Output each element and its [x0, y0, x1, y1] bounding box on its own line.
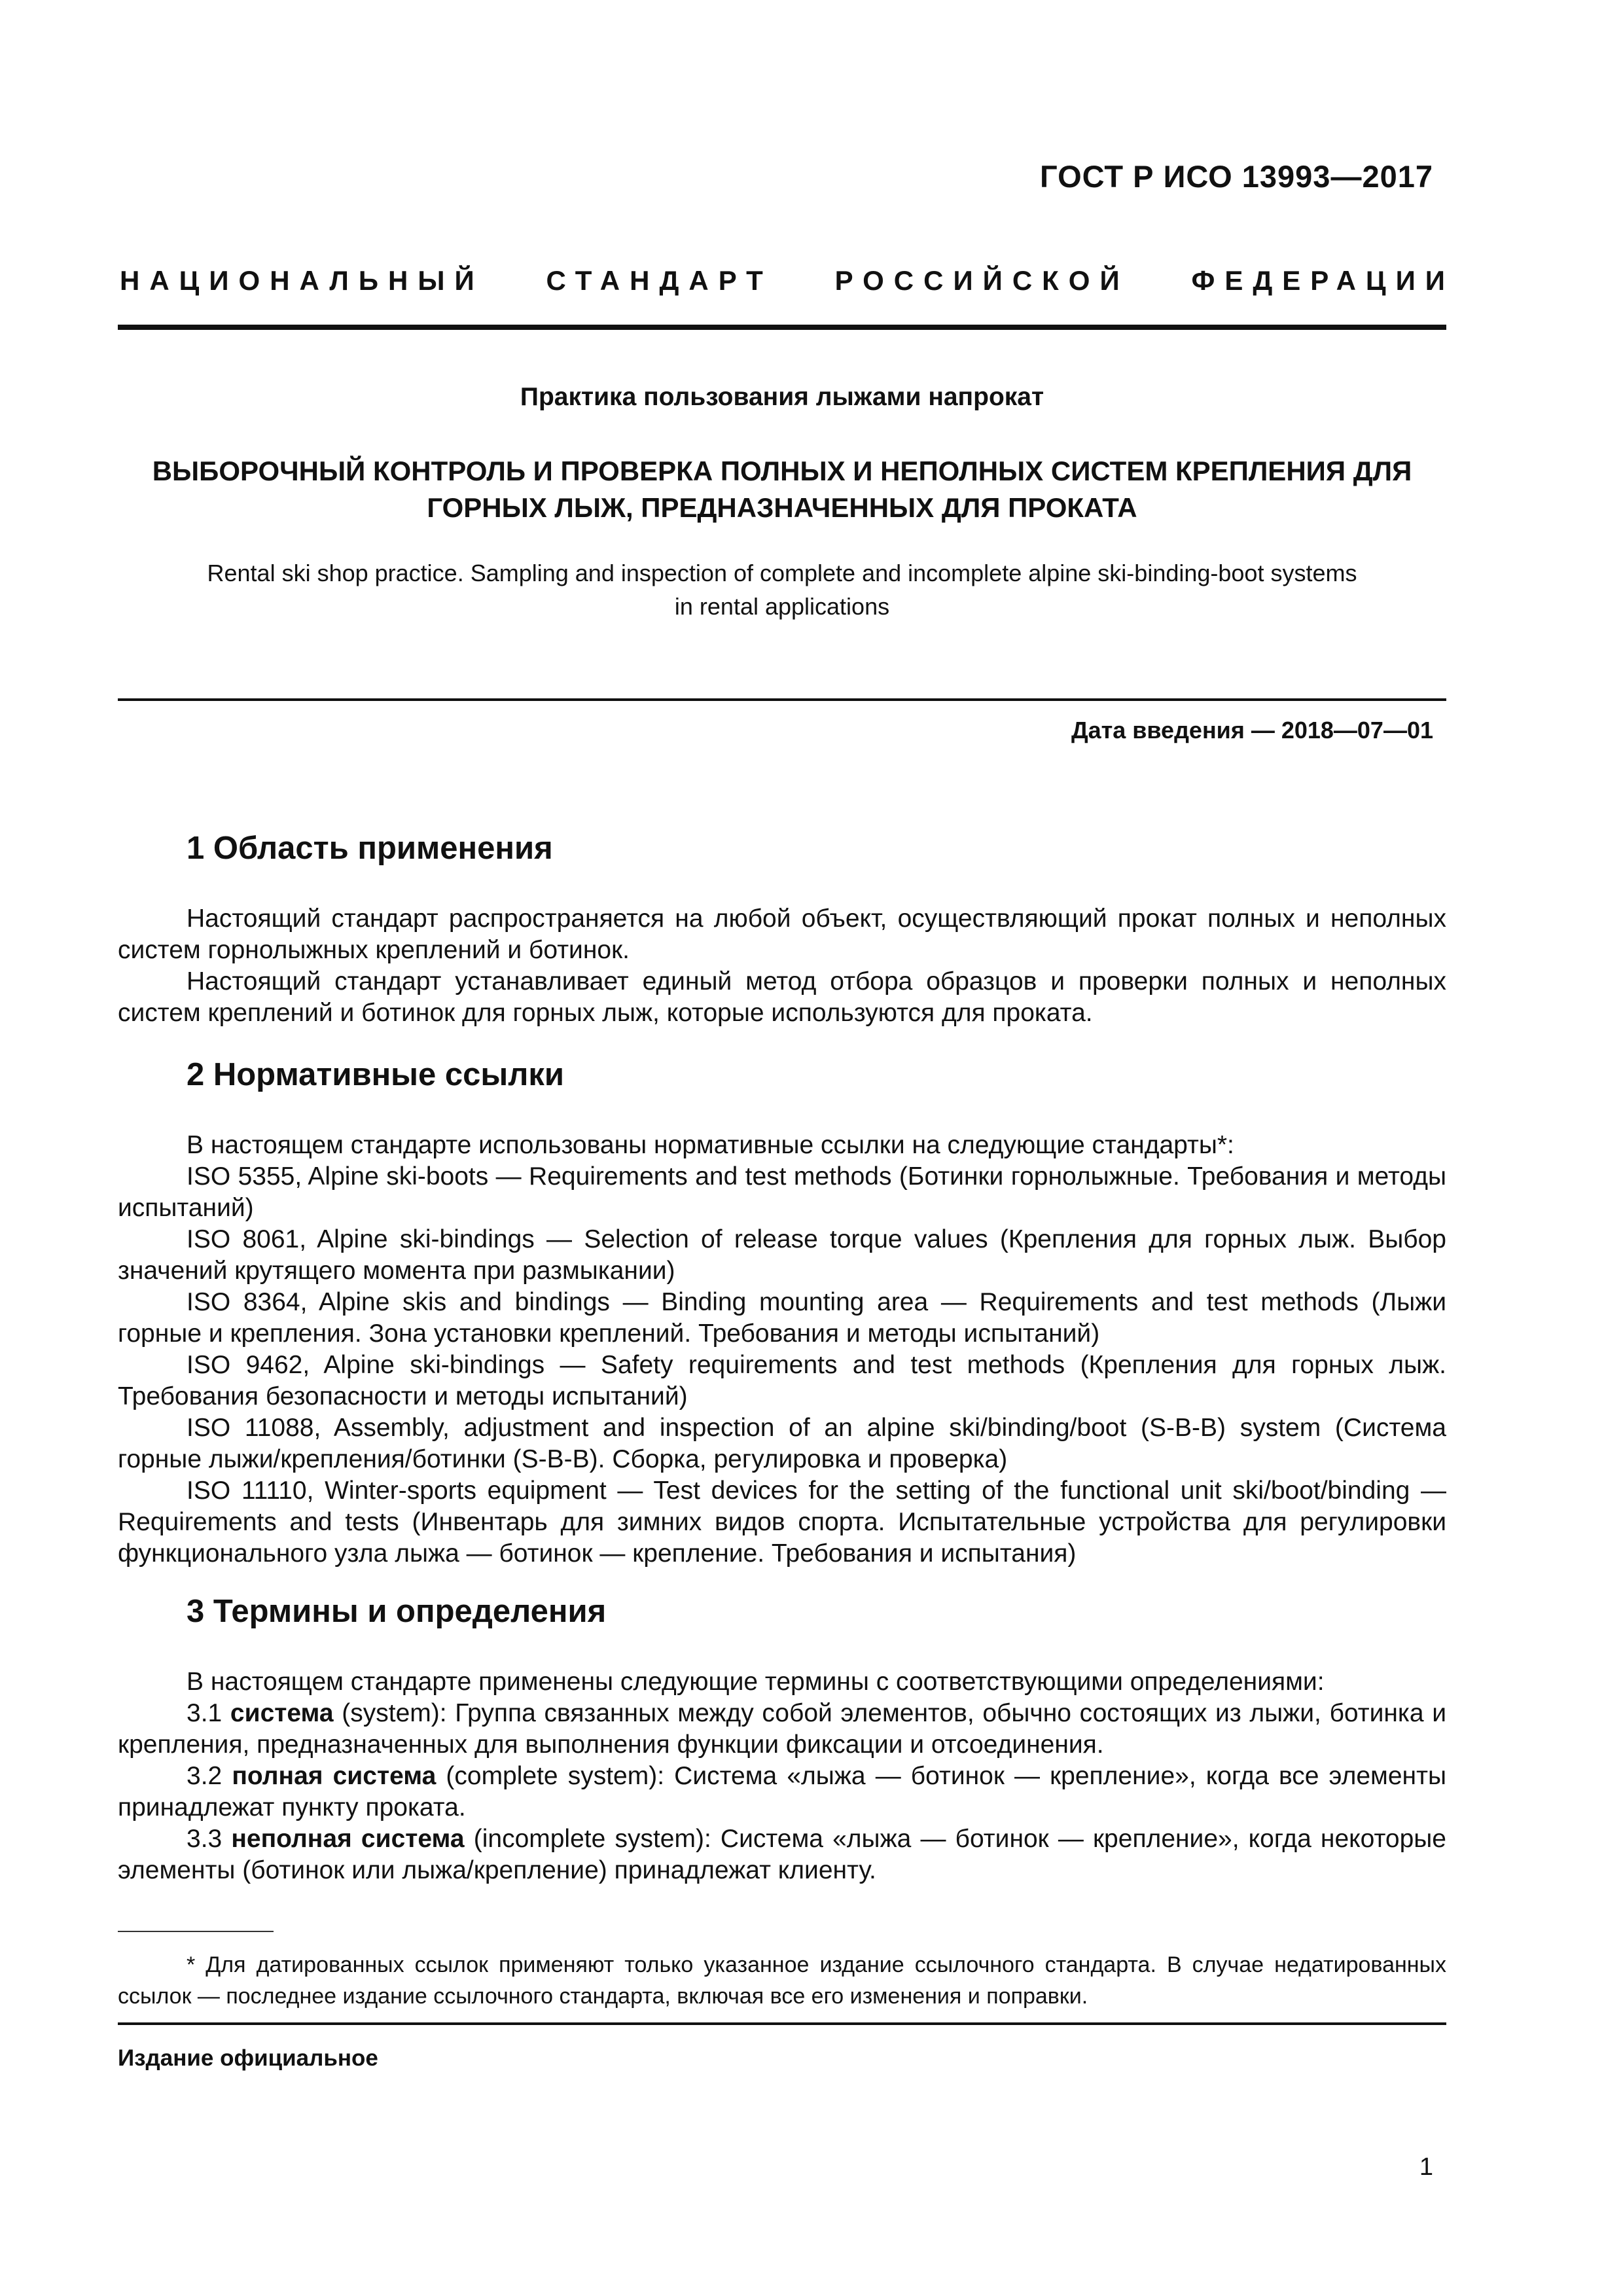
document-code: ГОСТ Р ИСО 13993—2017 — [1040, 159, 1433, 194]
reference-item: ISO 9462, Alpine ski-bindings — Safety requirements and test methods (Крепления для горных лыж. Требования безопасности и методы испытаний) — [118, 1351, 1446, 1410]
section-1-heading: 1 Область применения — [187, 831, 553, 866]
national-standard-banner — [120, 265, 1455, 296]
english-title-line: in rental applications — [674, 593, 890, 620]
term-text: (complete system): Система «лыжа — ботинок — крепление», когда все элементы принадлежат пункту проката. — [118, 1762, 1446, 1821]
document-subtitle: Практика пользования лыжами напрокат — [520, 383, 1044, 411]
term-number: 3.2 — [187, 1762, 223, 1790]
section-2-heading: 2 Нормативные ссылки — [187, 1057, 564, 1092]
introduction-date: Дата введения — 2018—07—01 — [1071, 717, 1433, 744]
section-3-body — [118, 1666, 1446, 1886]
title-divider — [118, 698, 1446, 701]
paragraph: Настоящий стандарт распространяется на любой объект, осуществляющий прокат полных и неполных систем горнолыжных креплений и ботинок. — [118, 905, 1446, 964]
footnote-text: * Для датированных ссылок применяют только указанное издание ссылочного стандарта. В случае недатированных ссылок — последнее издание ссылочного стандарта, включая все его изменения и поправки. — [118, 1952, 1446, 2009]
section-3-heading: 3 Термины и определения — [187, 1594, 607, 1629]
banner-word: ФЕДЕРАЦИИ — [1191, 265, 1455, 296]
term-name: система — [230, 1699, 334, 1727]
footnote-separator — [118, 1931, 274, 1932]
footer-divider — [118, 2022, 1446, 2025]
term-definition — [118, 1823, 1446, 1886]
reference-item: ISO 8061, Alpine ski-bindings — Selection of release torque values (Крепления для горных лыж. Выбор значений крутящего момента при размыкании) — [118, 1225, 1446, 1285]
term-name: неполная система — [231, 1825, 465, 1853]
page-number: 1 — [1419, 2153, 1433, 2181]
reference-item: ISO 8364, Alpine skis and bindings — Binding mounting area — Requirements and test methods (Лыжи горные и крепления. Зона установки креплений. Требования и методы испытаний) — [118, 1288, 1446, 1348]
term-number: 3.3 — [187, 1825, 223, 1853]
section-2-body — [118, 1130, 1446, 1570]
banner-word: РОССИЙСКОЙ — [834, 265, 1130, 296]
banner-word: СТАНДАРТ — [546, 265, 773, 296]
title-line: ГОРНЫХ ЛЫЖ, ПРЕДНАЗНАЧЕННЫХ ДЛЯ ПРОКАТА — [427, 492, 1137, 523]
official-edition-label: Издание официальное — [118, 2045, 378, 2071]
header-divider — [118, 325, 1446, 330]
banner-word: НАЦИОНАЛЬНЫЙ — [120, 265, 484, 296]
term-text: (incomplete system): Система «лыжа — ботинок — крепление», когда некоторые элементы (ботинок или лыжа/крепление) принадлежат клиенту. — [118, 1825, 1447, 1884]
title-line: ВЫБОРОЧНЫЙ КОНТРОЛЬ И ПРОВЕРКА ПОЛНЫХ И НЕПОЛНЫХ СИСТЕМ КРЕПЛЕНИЯ ДЛЯ — [152, 456, 1412, 486]
reference-item: ISO 11088, Assembly, adjustment and inspection of an alpine ski/binding/boot (S-B-B) system (Система горные лыжи/крепления/ботинки (S-B-B). Сборка, регулировка и проверка) — [118, 1414, 1446, 1473]
footnote — [118, 1949, 1446, 2012]
paragraph: В настоящем стандарте применены следующие термины с соответствующими определениями: — [187, 1668, 1325, 1696]
paragraph: В настоящем стандарте использованы нормативные ссылки на следующие стандарты*: — [187, 1131, 1234, 1159]
term-name: полная система — [232, 1762, 437, 1790]
reference-item: ISO 5355, Alpine ski-boots — Requirements and test methods (Ботинки горнолыжные. Требования и методы испытаний) — [118, 1162, 1446, 1222]
term-number: 3.1 — [187, 1699, 223, 1727]
paragraph: Настоящий стандарт устанавливает единый метод отбора образцов и проверки полных и неполных систем креплений и ботинок для горных лыж, которые используются для проката. — [118, 967, 1446, 1027]
term-text: (system): Группа связанных между собой элементов, обычно состоящих из лыжи, ботинка и крепления, предназначенных для выполнения функции фиксации и отсоединения. — [118, 1699, 1446, 1759]
document-title — [118, 453, 1446, 526]
term-definition — [118, 1698, 1446, 1761]
reference-item: ISO 11110, Winter-sports equipment — Test devices for the setting of the functional unit ski/boot/binding — Requirements and tests (Инвентарь для зимних видов спорта. Испытательные устройства для регулировки функционального узла лыжа — ботинок — крепление. Требования и испытания) — [118, 1477, 1446, 1568]
section-1-body — [118, 903, 1446, 1029]
english-title-line: Rental ski shop practice. Sampling and inspection of complete and incomplete alpine ski-binding-boot systems — [207, 560, 1357, 586]
english-title — [118, 556, 1446, 623]
term-definition — [118, 1761, 1446, 1823]
